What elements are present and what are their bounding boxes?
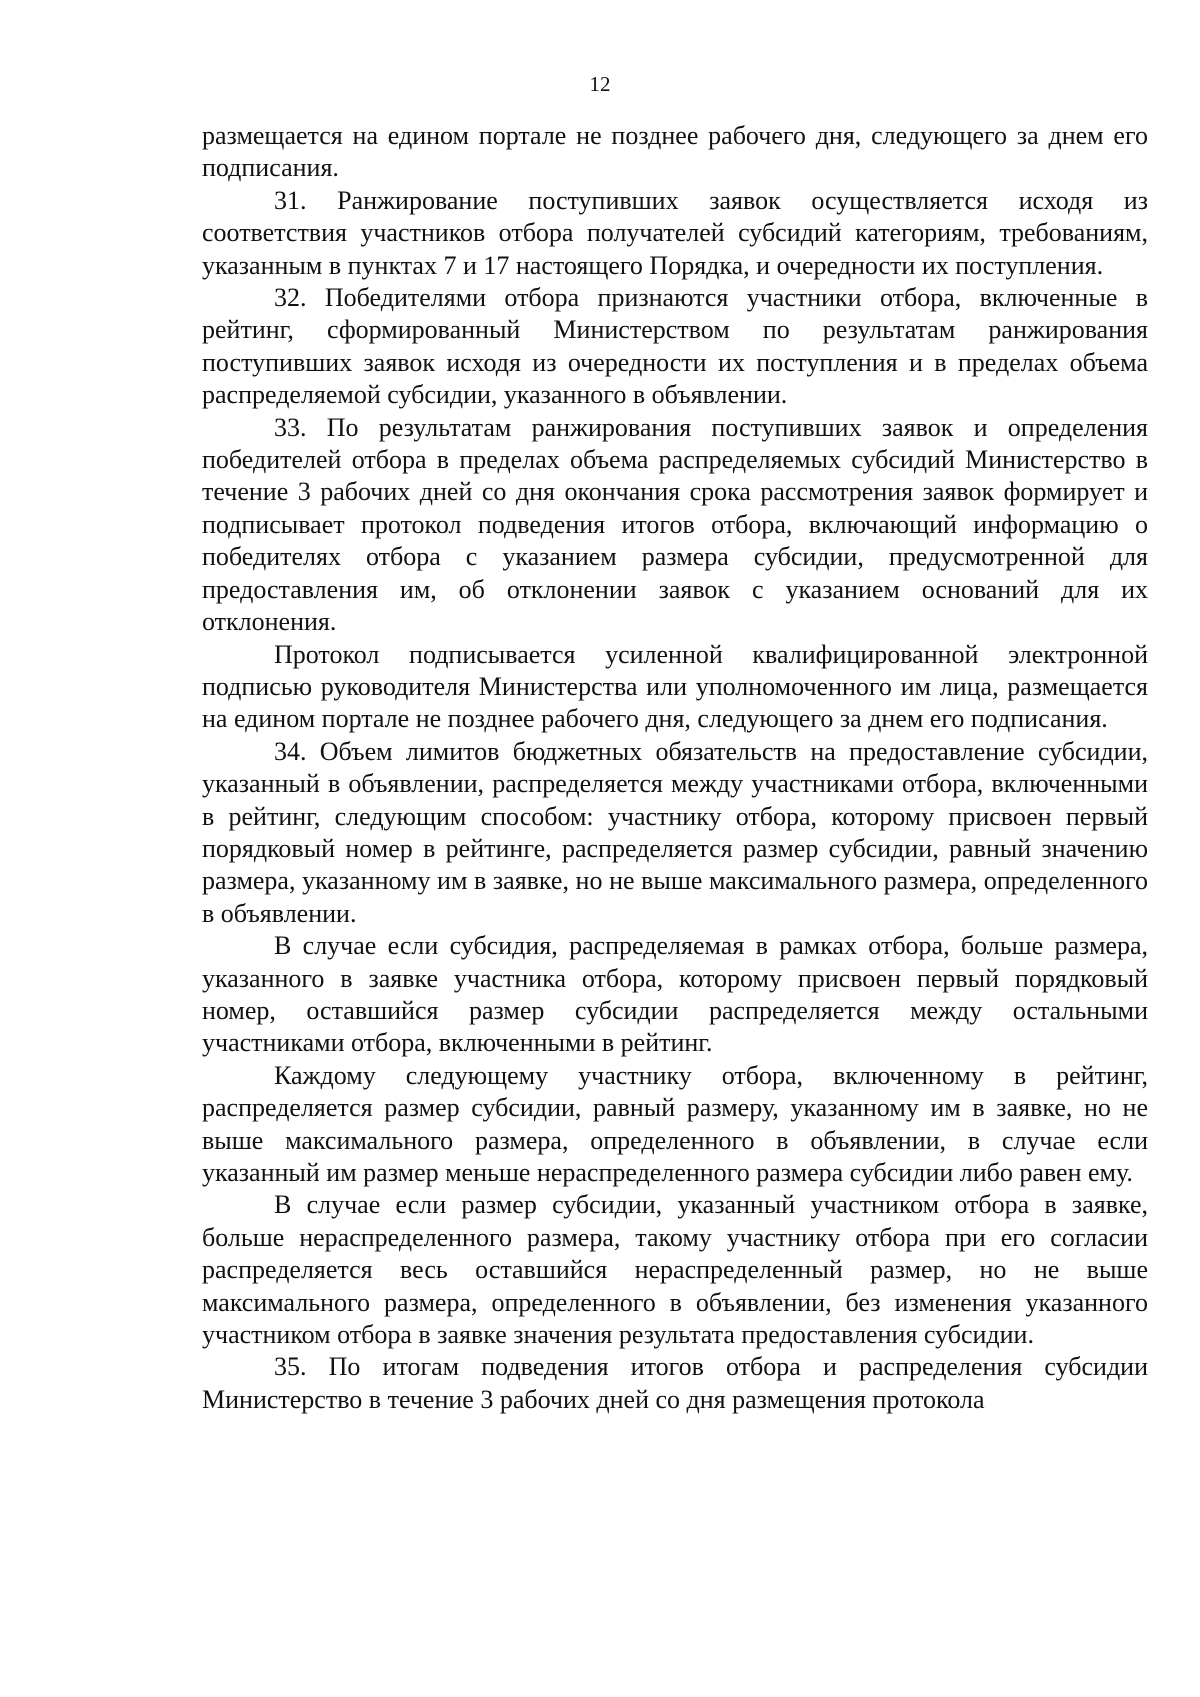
document-body bbox=[202, 120, 1148, 1416]
paragraph-item-31: 31. Ранжирование поступивших заявок осуществляется исходя из соответствия участников отбора получателей субсидий категориям, требованиям, указанным в пунктах 7 и 17 настоящего Порядка, и очередности их поступления. bbox=[202, 185, 1148, 280]
paragraph-next-participant: Каждому следующему участнику отбора, включенному в рейтинг, распределяется размер субсидии, равный размеру, указанному им в заявке, но не выше максимального размера, определенного в объявлении, в случае если указанный им размер меньше нераспределенного размера субсидии либо равен ему. bbox=[202, 1060, 1148, 1187]
paragraph-item-32: 32. Победителями отбора признаются участники отбора, включенные в рейтинг, сформированный Министерством по результатам ранжирования поступивших заявок исходя из очередности их поступления и в пределах объема распределяемой субсидии, указанного в объявлении. bbox=[202, 283, 1148, 410]
paragraph-continuation: размещается на едином портале не позднее рабочего дня, следующего за днем его подписания. bbox=[202, 121, 1148, 183]
paragraph-item-34: 34. Объем лимитов бюджетных обязательств на предоставление субсидии, указанный в объявлении, распределяется между участниками отбора, включенными в рейтинг, следующим способом: участнику отбора, которому присвоен первый порядковый номер в рейтинге, распределяется размер субсидии, равный значению размера, указанному им в заявке, но не выше максимального размера, определенного в объявлении. bbox=[202, 736, 1148, 928]
page-number: 12 bbox=[589, 72, 611, 96]
paragraph-item-35: 35. По итогам подведения итогов отбора и распределения субсидии Министерство в течение 3 рабочих дней со дня размещения протокола bbox=[202, 1352, 1148, 1414]
paragraph-remaining-distribution: В случае если субсидия, распределяемая в рамках отбора, больше размера, указанного в заявке участника отбора, которому присвоен первый порядковый номер, оставшийся размер субсидии распределяется между остальными участниками отбора, включенными в рейтинг. bbox=[202, 931, 1148, 1058]
paragraph-undistributed-amount: В случае если размер субсидии, указанный участником отбора в заявке, больше нераспределенного размера, такому участнику отбора при его согласии распределяется весь оставшийся нераспределенный размер, но не выше максимального размера, определенного в объявлении, без изменения указанного участником отбора в заявке значения результата предоставления субсидии. bbox=[202, 1190, 1148, 1350]
paragraph-item-33: 33. По результатам ранжирования поступивших заявок и определения победителей отбора в пределах объема распределяемых субсидий Министерство в течение 3 рабочих дней со дня окончания срока рассмотрения заявок формирует и подписывает протокол подведения итогов отбора, включающий информацию о победителях отбора с указанием размера субсидии, предусмотренной для предоставления им, об отклонении заявок с указанием оснований для их отклонения. bbox=[202, 412, 1148, 637]
paragraph-protocol-signing: Протокол подписывается усиленной квалифицированной электронной подписью руководителя Министерства или уполномоченного им лица, размещается на едином портале не позднее рабочего дня, следующего за днем его подписания. bbox=[202, 639, 1148, 734]
